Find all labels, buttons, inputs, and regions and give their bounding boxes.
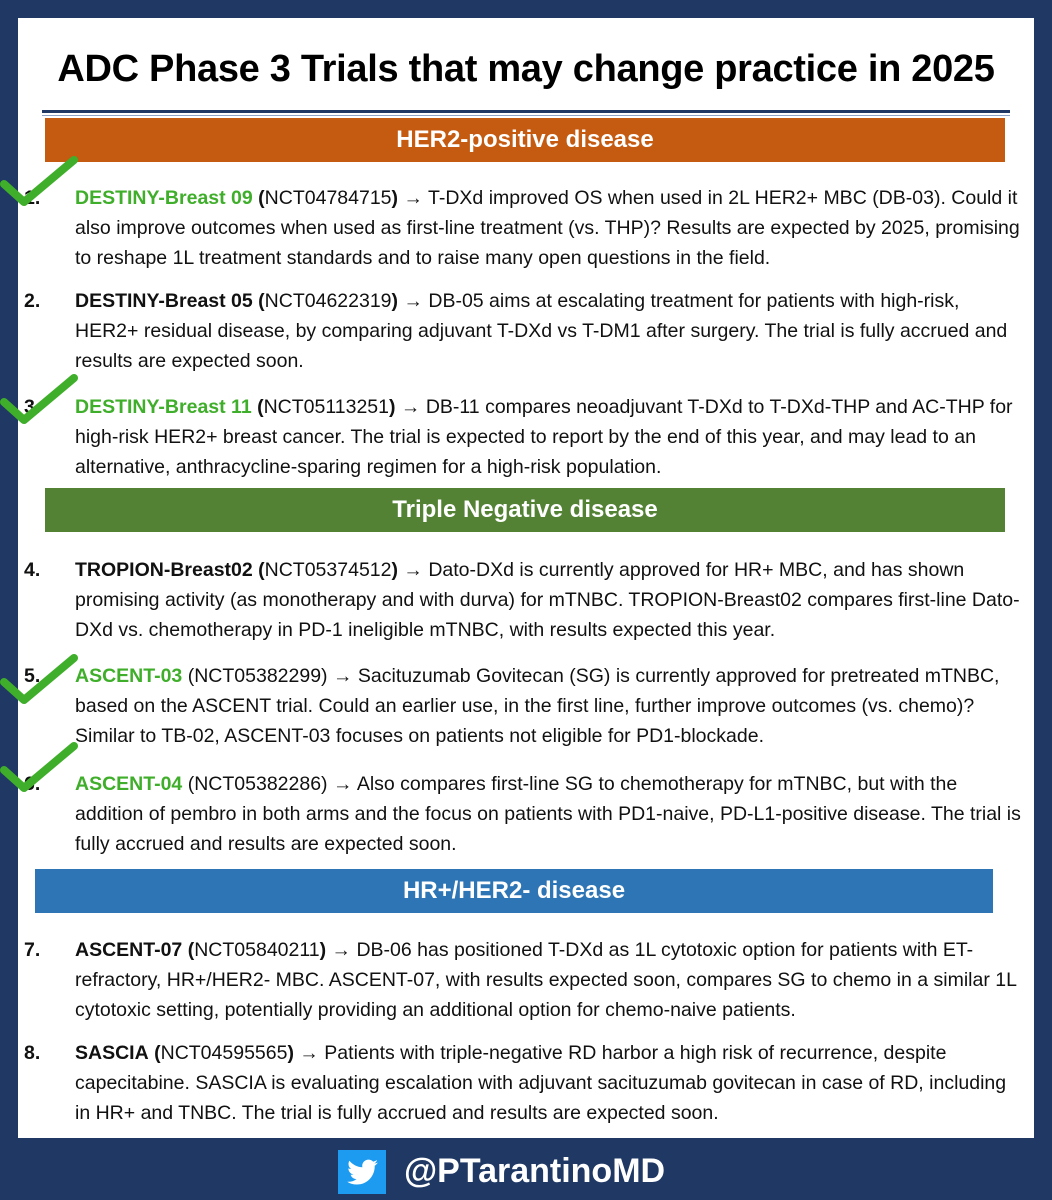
arrow-icon: → xyxy=(403,559,423,581)
trial-item: 7. ASCENT-07 (NCT05840211) → DB-06 has positioned T-DXd as 1L cytotoxic option for patients with ET-refractory, HR+/HER2- MBC. ASCENT-07, with results expected soon, compares SG to chemo in a similar 1L cytotoxic setting, potentially providing an additional option for chemo-naive patients. xyxy=(24,935,1024,1025)
trial-nct: NCT04784715 xyxy=(264,187,392,209)
infographic-card xyxy=(18,18,1034,1138)
checkmark-icon xyxy=(0,742,78,794)
arrow-icon: → xyxy=(332,665,353,687)
trial-nct: NCT05840211 xyxy=(194,939,320,961)
trial-nct: NCT05374512 xyxy=(264,559,392,581)
trial-number: 4. xyxy=(24,559,41,581)
trial-nct: NCT04622319 xyxy=(264,290,392,312)
trial-nct: NCT05113251 xyxy=(263,396,389,418)
section-header-her2: HER2-positive disease xyxy=(45,118,1005,162)
trial-name: ASCENT-04 xyxy=(75,773,183,795)
arrow-icon: → xyxy=(299,1042,319,1064)
trial-description: DB-06 has positioned T-DXd as 1L cytotoxic option for patients with ET-refractory, HR+/HER2- MBC. ASCENT-07, with results expected soon, compares SG to chemo in a similar 1L cytotoxic setting, potentially providing an additional option for chemo-naive patients. xyxy=(75,939,1017,1021)
trial-item: 8. SASCIA (NCT04595565) → Patients with triple-negative RD harbor a high risk of recurrence, despite capecitabine. SASCIA is evaluating escalation with adjuvant sacituzumab govitecan in case of RD, including in HR+ and TNBC. The trial is fully accrued and results are expected soon. xyxy=(24,1038,1024,1128)
trial-description: DB-11 compares neoadjuvant T-DXd to T-DXd-THP and AC-THP for high-risk HER2+ breast cancer. The trial is expected to report by the end of this year, and may lead to an alternative, anthracycline-sparing regimen for a high-risk population. xyxy=(75,396,1013,478)
trial-number: 3. xyxy=(24,396,41,418)
trial-name: TROPION-Breast02 xyxy=(75,559,253,581)
trial-name: DESTINY-Breast 09 xyxy=(75,187,253,209)
trial-number: 1. xyxy=(24,187,41,209)
arrow-icon: → xyxy=(400,396,421,418)
trial-item: 2. DESTINY-Breast 05 (NCT04622319) → DB-05 aims at escalating treatment for patients with high-risk, HER2+ residual disease, by comparing adjuvant T-DXd vs T-DM1 after surgery. The trial is fully accrued and results are expected soon. xyxy=(24,286,1024,376)
trial-item: 6. ASCENT-04 (NCT05382286) → Also compares first-line SG to chemotherapy for mTNBC, but with the addition of pembro in both arms and the focus on patients with PD1-naive, PD-L1-positive disease. The trial is fully accrued and results are expected soon. xyxy=(24,769,1024,859)
trial-description: Sacituzumab Govitecan (SG) is currently approved for pretreated mTNBC, based on the ASCENT trial. Could an earlier use, in the first line, further improve outcomes (vs. chemo)? Similar to TB-02, ASCENT-03 focuses on patients not eligible for PD1-blockade. xyxy=(75,665,1000,747)
trial-number: 2. xyxy=(24,290,41,312)
footer xyxy=(0,1140,1052,1200)
title-divider-thin xyxy=(42,115,1010,116)
trial-item: 4. TROPION-Breast02 (NCT05374512) → Dato-DXd is currently approved for HR+ MBC, and has shown promising activity (as monotherapy and with durva) for mTNBC. TROPION-Breast02 compares first-line Dato-DXd vs. chemotherapy in PD-1 ineligible mTNBC, with results expected this year. xyxy=(24,555,1024,645)
arrow-icon: → xyxy=(331,939,352,961)
page-title: ADC Phase 3 Trials that may change practice in 2025 xyxy=(57,48,995,90)
twitter-handle[interactable]: @PTarantinoMD xyxy=(404,1152,666,1190)
trial-item: 1. DESTINY-Breast 09 (NCT04784715) → T-DXd improved OS when used in 2L HER2+ MBC (DB-03). Could it also improve outcomes when used as first-line treatment (vs. THP)? Results are expected by 2025, promising to reshape 1L treatment standards and to raise many open questions in the field. xyxy=(24,183,1024,273)
trial-name: DESTINY-Breast 05 xyxy=(75,290,253,312)
trial-nct: NCT05382286 xyxy=(194,773,322,795)
trial-description: Also compares first-line SG to chemotherapy for mTNBC, but with the addition of pembro in both arms and the focus on patients with PD1-naive, PD-L1-positive disease. The trial is fully accrued and results are expected soon. xyxy=(75,773,1021,855)
trial-number: 7. xyxy=(24,939,41,961)
trial-name: SASCIA xyxy=(75,1042,149,1064)
trial-number: 8. xyxy=(24,1042,41,1064)
section-header-hr: HR+/HER2- disease xyxy=(35,869,993,913)
twitter-bird-icon[interactable] xyxy=(338,1150,386,1194)
trial-number: 6. xyxy=(24,773,41,795)
trial-name: DESTINY-Breast 11 xyxy=(75,396,252,418)
trial-name: ASCENT-07 xyxy=(75,939,183,961)
trial-description: Dato-DXd is currently approved for HR+ MBC, and has shown promising activity (as monotherapy and with durva) for mTNBC. TROPION-Breast02 compares first-line Dato-DXd vs. chemotherapy in PD-1 ineligible mTNBC, with results expected this year. xyxy=(75,559,1020,641)
title-divider xyxy=(42,110,1010,113)
trial-description: Patients with triple-negative RD harbor a high risk of recurrence, despite capecitabine. SASCIA is evaluating escalation with adjuvant sacituzumab govitecan in case of RD, including in HR+ and TNBC. The trial is fully accrued and results are expected soon. xyxy=(75,1042,1007,1124)
trial-number: 5. xyxy=(24,665,41,687)
arrow-icon: → xyxy=(403,187,423,209)
trial-item: 5. ASCENT-03 (NCT05382299) → Sacituzumab Govitecan (SG) is currently approved for pretreated mTNBC, based on the ASCENT trial. Could an earlier use, in the first line, further improve outcomes (vs. chemo)? Similar to TB-02, ASCENT-03 focuses on patients not eligible for PD1-blockade. xyxy=(24,661,1024,751)
trial-item: 3. DESTINY-Breast 11 (NCT05113251) → DB-11 compares neoadjuvant T-DXd to T-DXd-THP and AC-THP for high-risk HER2+ breast cancer. The trial is expected to report by the end of this year, and may lead to an alternative, anthracycline-sparing regimen for a high-risk population. xyxy=(24,392,1024,482)
trial-description: T-DXd improved OS when used in 2L HER2+ MBC (DB-03). Could it also improve outcomes when used as first-line treatment (vs. THP)? Results are expected by 2025, promising to reshape 1L treatment standards and to raise many open questions in the field. xyxy=(75,187,1020,269)
checkmark-icon xyxy=(0,156,78,208)
checkmark-icon xyxy=(0,374,78,426)
checkmark-icon xyxy=(0,654,78,706)
trial-description: DB-05 aims at escalating treatment for patients with high-risk, HER2+ residual disease, by comparing adjuvant T-DXd vs T-DM1 after surgery. The trial is fully accrued and results are expected soon. xyxy=(75,290,1008,372)
arrow-icon: → xyxy=(403,290,423,312)
trial-nct: NCT04595565 xyxy=(160,1042,288,1064)
arrow-icon: → xyxy=(332,773,353,795)
trial-nct: NCT05382299 xyxy=(194,665,322,687)
section-header-tnbc: Triple Negative disease xyxy=(45,488,1005,532)
trial-name: ASCENT-03 xyxy=(75,665,183,687)
